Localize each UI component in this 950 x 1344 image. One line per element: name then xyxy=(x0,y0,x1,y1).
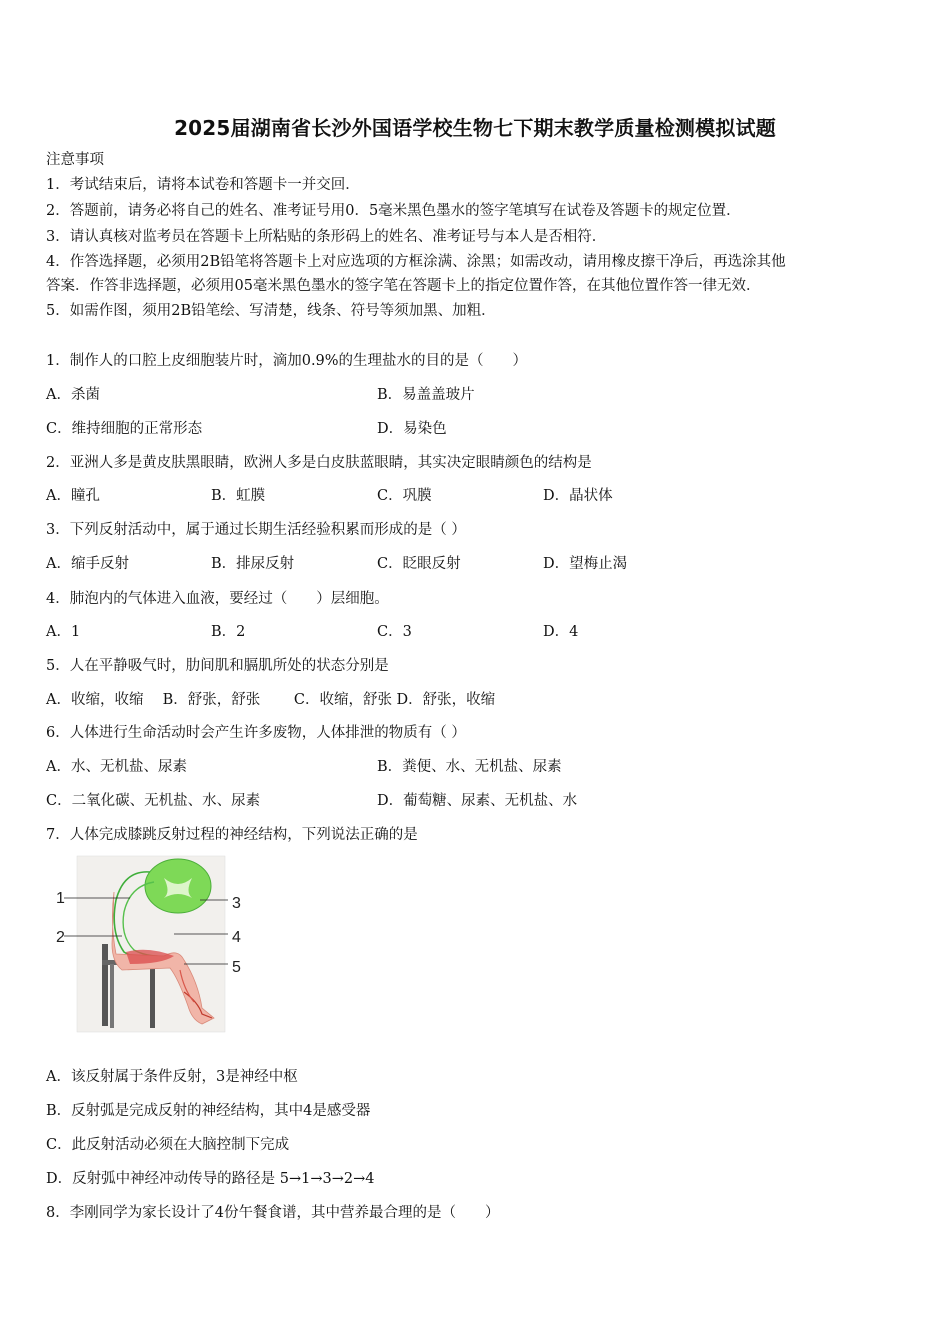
q7-option-c: C．此反射活动必须在大脑控制下完成 xyxy=(46,1137,290,1153)
q6-option-b: B．粪便、水、无机盐、尿素 xyxy=(377,759,562,775)
q4-option-d: D．4 xyxy=(543,624,579,640)
q4-option-c: C．3 xyxy=(377,624,412,640)
q1-option-a: A．杀菌 xyxy=(46,387,100,403)
notice-item: 4．作答选择题，必须用2B铅笔将答题卡上对应选项的方框涂满、涂黑；如需改动，请用橡皮擦干净后，再选涂其他 xyxy=(46,254,786,270)
notice-item: 2．答题前，请务必将自己的姓名、准考证号用0．5毫米黑色墨水的签字笔填写在试卷及答题卡的规定位置． xyxy=(46,203,741,219)
q3-option-a: A．缩手反射 xyxy=(46,556,129,572)
figure-label-5: 5 xyxy=(232,959,241,976)
question-6-stem: 6．人体进行生命活动时会产生许多废物，人体排泄的物质有（ ） xyxy=(46,725,466,741)
knee-jerk-reflex-figure xyxy=(52,852,252,1034)
notice-item: 1．考试结束后，请将本试卷和答题卡一并交回． xyxy=(46,177,360,193)
question-2-stem: 2．亚洲人多是黄皮肤黑眼睛，欧洲人多是白皮肤蓝眼睛，其实决定眼睛颜色的结构是 xyxy=(46,455,592,471)
q2-option-a: A．瞳孔 xyxy=(46,488,100,504)
q6-option-c: C．二氧化碳、无机盐、水、尿素 xyxy=(46,793,261,809)
q7-option-b: B．反射弧是完成反射的神经结构，其中4是感受器 xyxy=(46,1103,371,1119)
notice-item: 5．如需作图，须用2B铅笔绘、写清楚，线条、符号等须加黑、加粗． xyxy=(46,303,496,319)
figure-label-2: 2 xyxy=(56,929,65,946)
q3-option-d: D．望梅止渴 xyxy=(543,556,628,572)
q2-option-d: D．晶状体 xyxy=(543,488,613,504)
page-title: 2025届湖南省长沙外国语学校生物七下期末教学质量检测模拟试题 xyxy=(174,116,776,140)
question-4-stem: 4．肺泡内的气体进入血液，要经过（ ）层细胞。 xyxy=(46,591,389,607)
q6-option-a: A．水、无机盐、尿素 xyxy=(46,759,187,775)
figure-label-1: 1 xyxy=(56,890,65,907)
q6-option-d: D．葡萄糖、尿素、无机盐、水 xyxy=(377,793,578,809)
q4-option-b: B．2 xyxy=(211,624,246,640)
notice-item: 答案．作答非选择题，必须用05毫米黑色墨水的签字笔在答题卡上的指定位置作答，在其他位置作答一律无效． xyxy=(46,278,761,294)
figure-label-3: 3 xyxy=(232,895,241,912)
q2-option-b: B．虹膜 xyxy=(211,488,266,504)
q1-option-c: C．维持细胞的正常形态 xyxy=(46,421,203,437)
question-5-stem: 5．人在平静吸气时，肋间肌和膈肌所处的状态分别是 xyxy=(46,658,389,674)
figure-label-4: 4 xyxy=(232,929,241,946)
q4-option-a: A．1 xyxy=(46,624,81,640)
q7-option-d: D．反射弧中神经冲动传导的路径是 5→1→3→2→4 xyxy=(46,1171,375,1187)
question-8-stem: 8．李刚同学为家长设计了4份午餐食谱，其中营养最合理的是（ ） xyxy=(46,1205,500,1221)
q3-option-b: B．排尿反射 xyxy=(211,556,295,572)
q3-option-c: C．眨眼反射 xyxy=(377,556,461,572)
q1-option-d: D．易染色 xyxy=(377,421,447,437)
question-7-stem: 7．人体完成膝跳反射过程的神经结构，下列说法正确的是 xyxy=(46,827,418,843)
q1-option-b: B．易盖盖玻片 xyxy=(377,387,475,403)
notice-item: 3．请认真核对监考员在答题卡上所粘贴的条形码上的姓名、准考证号与本人是否相符． xyxy=(46,229,607,245)
q5-options: A．收缩，收缩 B．舒张，舒张 C．收缩，舒张 D．舒张，收缩 xyxy=(46,692,496,708)
q2-option-c: C．巩膜 xyxy=(377,488,432,504)
question-3-stem: 3．下列反射活动中，属于通过长期生活经验积累而形成的是（ ） xyxy=(46,522,466,538)
q7-option-a: A．该反射属于条件反射，3是神经中枢 xyxy=(46,1069,298,1085)
question-1-stem: 1．制作人的口腔上皮细胞装片时，滴加0.9%的生理盐水的目的是（ ） xyxy=(46,353,528,369)
notice-heading: 注意事项 xyxy=(46,152,104,168)
